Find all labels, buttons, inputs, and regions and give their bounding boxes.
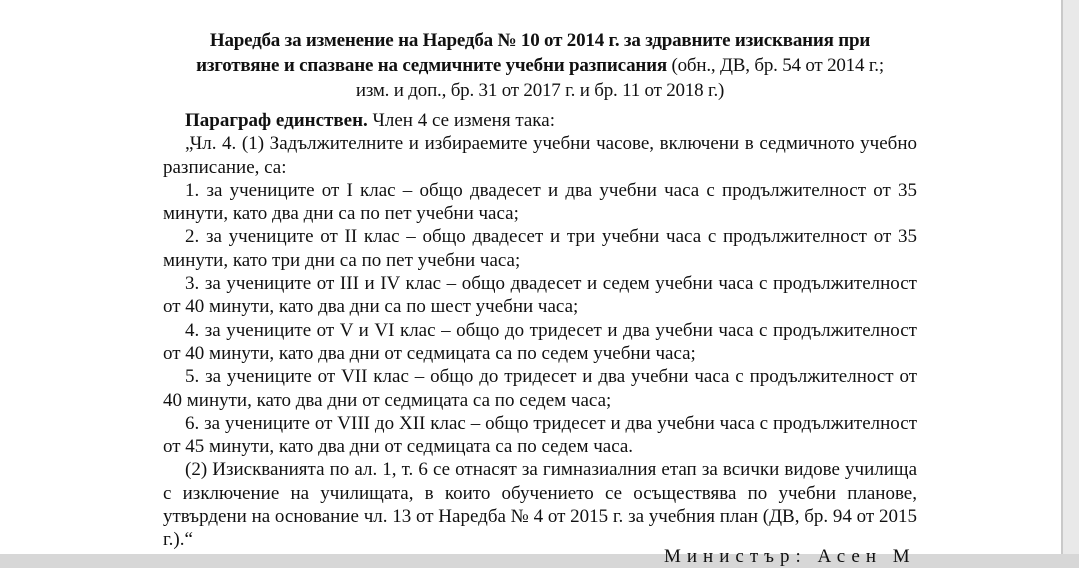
list-item-2: 2. за учениците от II клас – общо двадесет и три учебни часа с продължителност от 35 минути, като три дни са по пет учебни часа; (163, 226, 917, 271)
title-line-3: изм. и доп., бр. 31 от 2017 г. и бр. 11 от 2018 г.) (355, 80, 725, 101)
document-body (163, 109, 917, 552)
signature-line: Министър: Асен М (664, 546, 916, 567)
list-item-1: 1. за учениците от I клас – общо двадесет и два учебни часа с продължителност от 35 минути, като два дни са по пет учебни часа; (163, 179, 917, 225)
list-item-5: 5. за учениците от VII клас – общо до тридесет и два учебни часа с продължителност от 40 минути, като два дни от седмицата са по седем часа; (163, 366, 917, 411)
paragraph-label: Параграф единствен. (185, 110, 368, 131)
paragraph-2: (2) Изискванията по ал. 1, т. 6 се отнасят за гимназиалния етап за всички видове училища с изключение на училищата, в които обучението се осъществява по учебни планове, утвърдени на основание чл. 13 от Наредба № 4 от 2015 г. за учебния план (ДВ, бр. 94 от 2015 г.).“ (163, 459, 917, 551)
title-line-2-normal: (обн., ДВ, бр. 54 от 2014 г.; (666, 55, 884, 76)
document-title (120, 28, 960, 103)
title-line-1: Наредба за изменение на Наредба № 10 от 2014 г. за здравните изисквания при (209, 30, 871, 51)
vertical-scrollbar[interactable] (1061, 0, 1079, 554)
article-intro: „Чл. 4. (1) Задължителните и избираемите учебни часове, включени в седмичното учебно разписание, са: (163, 133, 917, 178)
title-line-2-bold: изготвяне и спазване на седмичните учебни разписания (196, 55, 667, 76)
list-item-3: 3. за учениците от III и IV клас – общо двадесет и седем учебни часа с продължителност от 40 минути, като два дни са по шест учебни часа; (163, 273, 917, 318)
paragraph-intro: Член 4 се изменя така: (367, 110, 555, 131)
list-item-4: 4. за учениците от V и VI клас – общо до тридесет и два учебни часа с продължителност от 40 минути, като два дни от седмицата са по седем учебни часа; (163, 319, 917, 364)
list-item-6: 6. за учениците от VIII до XII клас – общо тридесет и два учебни часа с продължителност от 45 минути, като два дни от седмицата са по седем часа. (163, 412, 917, 458)
scrollbar-edge (1061, 0, 1063, 554)
paragraph-heading (163, 109, 917, 132)
